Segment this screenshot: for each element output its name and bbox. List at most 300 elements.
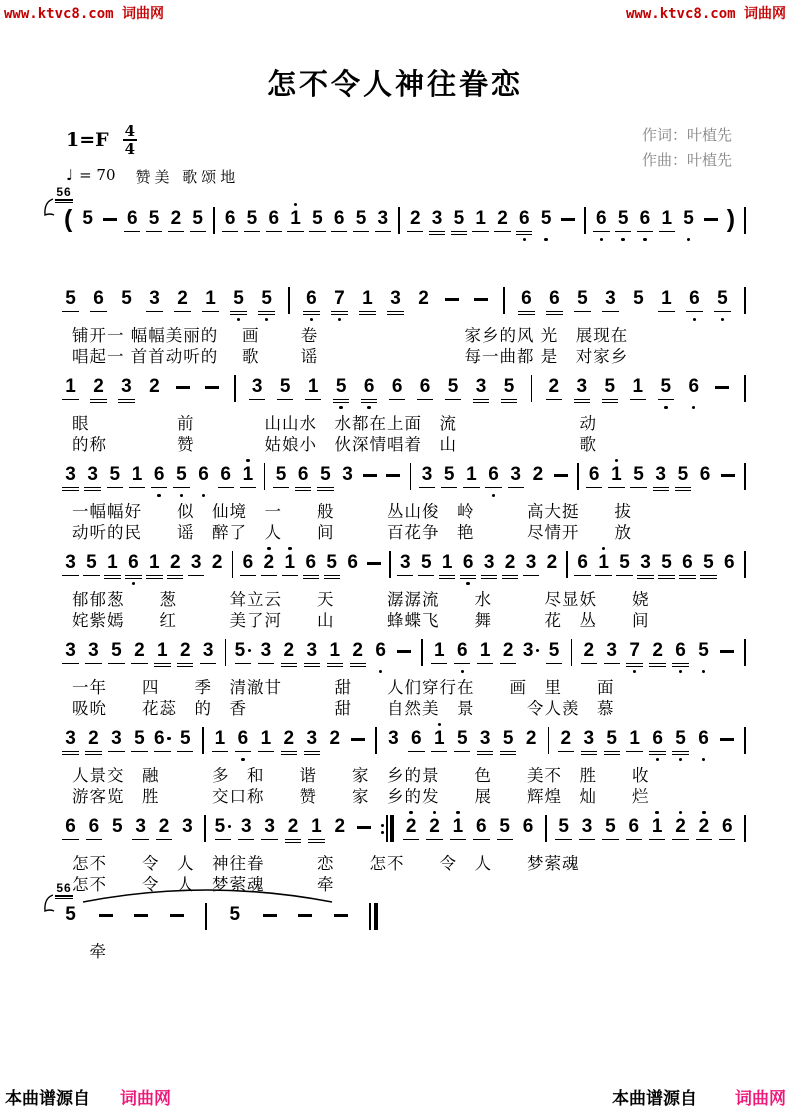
note: 3	[525, 633, 538, 675]
beam-underline	[273, 487, 289, 489]
beam-underline	[238, 839, 254, 841]
grace-notes: 56	[52, 186, 76, 203]
note: 5	[121, 288, 132, 309]
beam-underline	[500, 754, 516, 756]
beam-underline	[303, 575, 319, 577]
beam-underline	[235, 751, 251, 753]
beam-underline	[451, 231, 467, 233]
octave-dot-below	[466, 582, 470, 586]
score-header	[66, 123, 732, 187]
note: 1	[474, 201, 487, 243]
note: 6	[197, 457, 210, 499]
note: 5	[325, 545, 338, 587]
beam-underline	[131, 751, 147, 753]
tempo-value: = 70	[79, 166, 116, 184]
note: 3	[509, 457, 522, 499]
note: 2	[502, 633, 515, 675]
note: 2	[582, 633, 595, 675]
note: 6	[156, 721, 169, 763]
note: 2	[504, 545, 517, 587]
octave-dot-above	[433, 811, 437, 815]
note: 2	[282, 721, 295, 763]
beam-underline	[359, 311, 375, 313]
octave-dot-below	[600, 238, 604, 242]
note: 6	[638, 201, 651, 243]
beam-underline	[151, 487, 167, 489]
note: 6	[304, 545, 317, 587]
barline	[577, 463, 579, 490]
note: 3	[251, 369, 264, 411]
beam-underline	[439, 575, 455, 577]
note: 3	[582, 721, 595, 763]
beam-underline	[700, 575, 716, 577]
duration-dash	[704, 218, 718, 221]
beam-underline	[62, 751, 78, 753]
lyric-line: 牵	[72, 942, 107, 961]
duration-dash	[561, 218, 575, 221]
beam-underline	[659, 231, 675, 233]
beam-underline	[473, 402, 489, 404]
beam-underline	[497, 839, 513, 841]
note: 2	[133, 633, 146, 675]
beam-underline	[653, 490, 669, 492]
beam-underline	[108, 751, 124, 753]
note: 1	[628, 721, 641, 763]
beam-underline	[649, 751, 665, 753]
note: 5	[498, 809, 511, 851]
barline	[213, 207, 215, 234]
octave-dot-below	[656, 758, 660, 762]
beam-underline	[418, 575, 434, 577]
beam-underline	[389, 399, 405, 401]
beam-underline	[84, 490, 100, 492]
note: 6	[462, 545, 475, 587]
note: 3	[479, 721, 492, 763]
beam-underline	[439, 578, 455, 580]
beam-underline	[637, 575, 653, 577]
note: 1	[660, 281, 673, 323]
note: 6	[374, 633, 387, 675]
note: 3	[86, 457, 99, 499]
note: 5	[108, 457, 121, 499]
note: 6	[410, 721, 423, 763]
barline	[744, 375, 746, 402]
beam-underline	[454, 663, 470, 665]
note: 3	[190, 545, 203, 587]
beam-underline	[604, 751, 620, 753]
note: 1	[289, 201, 302, 243]
octave-dot-below	[310, 318, 314, 322]
note: 1	[307, 369, 320, 411]
beam-underline	[431, 751, 447, 753]
octave-dot-below	[702, 758, 706, 762]
barline	[744, 815, 746, 842]
note: 5	[275, 457, 288, 499]
footer	[0, 1084, 790, 1109]
note: 6	[267, 201, 280, 243]
note: 1	[131, 457, 144, 499]
footer-source-left	[5, 1084, 171, 1109]
octave-dot-below	[202, 494, 206, 498]
beam-underline	[518, 311, 534, 313]
note: 5	[420, 545, 433, 587]
barline	[584, 207, 586, 234]
note: 5	[557, 809, 570, 851]
barline	[548, 727, 550, 754]
notation-line	[64, 633, 746, 677]
beam-underline	[62, 487, 78, 489]
note: 3	[202, 633, 215, 675]
note: 2	[418, 288, 429, 309]
beam-underline	[350, 666, 366, 668]
beam-underline	[518, 314, 534, 316]
note: 5	[633, 288, 644, 309]
beam-underline	[658, 575, 674, 577]
note: 6	[724, 552, 735, 573]
note: 5	[540, 201, 553, 243]
beam-underline	[387, 311, 403, 313]
beam-underline	[658, 311, 674, 313]
beam-underline	[324, 578, 340, 580]
duration-dash	[397, 650, 411, 653]
barline	[503, 287, 505, 314]
beam-underline	[602, 399, 618, 401]
quarter-note-icon: ♩	[66, 166, 74, 184]
beam-underline	[118, 399, 134, 401]
beam-underline	[244, 231, 260, 233]
notation-line	[64, 281, 746, 325]
octave-dot-above	[456, 811, 460, 815]
lyric-line: 眼 前 山山水 水都在上面 流 动	[72, 414, 597, 433]
note: 1	[310, 809, 323, 851]
barline	[566, 551, 568, 578]
octave-dot-above	[294, 203, 298, 207]
note: 5	[111, 816, 123, 837]
note: 2	[282, 633, 295, 675]
beam-underline	[277, 399, 293, 401]
lyric-line: 怎不 令 人 梦萦魂 牵	[72, 875, 335, 894]
notation-line	[64, 809, 746, 853]
note: 6	[419, 369, 432, 411]
beam-underline	[281, 666, 297, 668]
beam-underline	[281, 751, 297, 753]
barline	[545, 815, 547, 842]
note: 1	[156, 633, 169, 675]
beam-underline	[658, 399, 674, 401]
duration-dash	[334, 914, 348, 917]
octave-dot-below	[461, 670, 465, 674]
lyric-line: 姹紫嫣 红 美了河 山 蜂蝶飞 舞 花 丛 间	[72, 611, 650, 630]
beam-underline	[258, 663, 274, 665]
octave-dot-below	[237, 318, 241, 322]
brand-link: 词曲网	[120, 1089, 171, 1109]
beam-underline	[215, 839, 231, 841]
octave-dot-below	[367, 406, 371, 410]
note: 5	[191, 201, 204, 243]
beam-underline	[261, 575, 277, 577]
lyric-line: 一幅幅好 似 仙境 一 般 丛山俊 岭 高大挺 拔	[72, 502, 632, 521]
octave-dot-below	[492, 494, 496, 498]
beam-underline	[375, 231, 391, 233]
lyric-line: 一年 四 季 清澈甘 甜 人们穿行在 画 里 面	[72, 678, 615, 697]
key-tempo-block	[66, 123, 239, 187]
note: 5	[605, 721, 618, 763]
note: 5	[659, 369, 672, 411]
beam-underline	[287, 231, 303, 233]
notation-line	[64, 721, 746, 765]
beam-underline	[305, 399, 321, 401]
beam-underline	[672, 839, 688, 841]
beam-underline	[672, 663, 688, 665]
beam-underline	[258, 311, 274, 313]
beam-underline	[626, 663, 642, 665]
note: 5	[443, 457, 456, 499]
beam-underline	[85, 754, 101, 756]
note: 3	[182, 816, 193, 837]
music-system	[64, 281, 746, 367]
note: 2	[287, 809, 300, 851]
credits-block	[642, 123, 732, 173]
beam-underline	[200, 663, 216, 665]
note: 2	[158, 809, 171, 851]
beam-underline	[579, 839, 595, 841]
beam-underline	[324, 575, 340, 577]
beam-underline	[317, 487, 333, 489]
duration-dash	[99, 914, 113, 917]
note: 3	[342, 464, 353, 485]
note: 1	[660, 201, 673, 243]
note: 5	[133, 721, 146, 763]
note: 5	[674, 721, 687, 763]
duration-dash	[720, 738, 734, 741]
lyric-line: 人景交 融 多 和 谐 家 乡的景 色 美不 胜 收	[72, 766, 650, 785]
site-watermark-right: www.ktvc8.com 词曲网	[625, 6, 786, 22]
beam-underline	[675, 490, 691, 492]
time-signature	[123, 123, 137, 157]
note: 3	[263, 809, 276, 851]
beam-underline	[672, 751, 688, 753]
beam-underline	[615, 231, 631, 233]
beam-underline	[481, 578, 497, 580]
music-system	[64, 809, 746, 895]
note: 1	[433, 721, 446, 763]
beam-underline	[202, 311, 218, 313]
note: 2	[176, 281, 189, 323]
beam-underline	[62, 839, 78, 841]
note: 3	[431, 201, 444, 243]
note: 3	[605, 633, 618, 675]
note: 5	[179, 721, 192, 763]
beam-underline	[350, 663, 366, 665]
note: 6	[576, 545, 589, 587]
beam-underline	[649, 666, 665, 668]
lyric-line: 游客览 胜 交口称 赞 家 乡的发 展 辉煌 灿 烂	[72, 787, 650, 806]
beam-underline	[258, 751, 274, 753]
note: 3	[305, 633, 318, 675]
note: 2	[169, 201, 182, 243]
beam-underline	[581, 751, 597, 753]
beam-underline	[295, 487, 311, 489]
note: 1	[204, 281, 217, 323]
beam-underline	[477, 754, 493, 756]
beam-underline	[502, 578, 518, 580]
barline	[375, 727, 377, 754]
music-system	[64, 721, 746, 807]
beam-underline	[174, 311, 190, 313]
beam-underline	[304, 666, 320, 668]
note: 1	[106, 545, 119, 587]
note: 3	[389, 281, 402, 323]
beam-underline	[408, 751, 424, 753]
octave-dot-above	[702, 811, 706, 815]
octave-dot-above	[615, 459, 619, 463]
note: 6	[363, 369, 376, 411]
beam-underline	[477, 663, 493, 665]
duration-dash	[103, 218, 117, 221]
notation-line	[64, 201, 746, 245]
duration-dash	[554, 474, 568, 477]
beam-underline	[154, 663, 170, 665]
note: 5	[311, 201, 324, 243]
beam-underline	[177, 751, 193, 753]
note: 3	[64, 633, 77, 675]
note: 3	[475, 369, 488, 411]
note: 5	[682, 201, 695, 243]
octave-dot-below	[339, 406, 343, 410]
note: 1	[465, 457, 478, 499]
music-system	[64, 457, 746, 543]
intro-paren: (	[64, 205, 73, 233]
note: 1	[148, 545, 161, 587]
note: 1	[433, 633, 446, 675]
note: 1	[597, 545, 610, 587]
beam-underline	[696, 839, 712, 841]
note: 5	[676, 457, 689, 499]
note: 6	[127, 545, 140, 587]
beam-underline	[331, 231, 347, 233]
note: 6	[456, 633, 469, 675]
beam-underline	[429, 231, 445, 233]
note: 3	[240, 809, 253, 851]
note: 6	[681, 545, 694, 587]
note: 5	[236, 633, 249, 675]
octave-dot-below	[692, 406, 696, 410]
beam-underline	[104, 578, 120, 580]
beam-underline	[308, 839, 324, 841]
beam-underline	[361, 399, 377, 401]
note: 2	[428, 809, 441, 851]
beam-underline	[173, 487, 189, 489]
octave-dot-below	[338, 318, 342, 322]
beam-underline	[359, 314, 375, 316]
beam-underline	[125, 575, 141, 577]
beam-underline	[131, 663, 147, 665]
beam-underline	[167, 575, 183, 577]
music-system	[64, 545, 746, 631]
beam-underline	[266, 231, 282, 233]
key-signature	[66, 123, 239, 157]
grace-tie-icon	[42, 198, 56, 222]
octave-dot-above	[679, 811, 683, 815]
note: 2	[211, 552, 223, 573]
note: 1	[64, 369, 77, 411]
note: 3	[604, 281, 617, 323]
beam-underline	[146, 231, 162, 233]
site-watermark-left: www.ktvc8.com 词曲网	[4, 6, 165, 22]
octave-dot-below	[693, 318, 697, 322]
note: 6	[87, 809, 100, 851]
note: 2	[351, 633, 364, 675]
beam-underline	[675, 487, 691, 489]
duration-dash	[715, 386, 729, 389]
beam-underline	[460, 575, 476, 577]
note: 2	[547, 369, 560, 411]
barline	[288, 287, 290, 314]
note: 1	[241, 457, 254, 499]
note: 2	[546, 552, 558, 573]
notation-line	[64, 369, 746, 413]
beam-underline	[108, 663, 124, 665]
beam-underline	[333, 399, 349, 401]
note: 2	[651, 633, 664, 675]
beam-underline	[304, 751, 320, 753]
beam-underline	[417, 399, 433, 401]
beam-underline	[331, 311, 347, 313]
beam-underline	[502, 575, 518, 577]
beam-underline	[353, 231, 369, 233]
beam-underline	[546, 311, 562, 313]
beam-underline	[90, 399, 106, 401]
beam-underline	[104, 575, 120, 577]
note: 6	[224, 201, 237, 243]
beam-underline	[473, 399, 489, 401]
note: 3	[483, 545, 496, 587]
beam-underline	[154, 666, 170, 668]
note: 5	[660, 545, 673, 587]
beam-underline	[604, 754, 620, 756]
duration-dash	[363, 474, 377, 477]
note: 5	[697, 633, 710, 675]
beam-underline	[472, 231, 488, 233]
note: 1	[610, 457, 623, 499]
beam-underline	[222, 231, 238, 233]
note: 3	[148, 281, 161, 323]
beam-underline	[177, 663, 193, 665]
note: 6	[305, 281, 318, 323]
octave-dot-below	[679, 670, 683, 674]
lyric-line: 怎不 令 人 神往眷 恋 怎不 令 人 梦萦魂	[72, 854, 580, 873]
note: 5	[335, 369, 348, 411]
duration-dash	[176, 386, 190, 389]
beam-underline	[303, 578, 319, 580]
note: 6	[126, 201, 139, 243]
beam-underline	[686, 311, 702, 313]
note: 5	[604, 809, 617, 851]
octave-dot-below	[132, 582, 136, 586]
note: 3	[64, 457, 77, 499]
note: 5	[279, 369, 292, 411]
note: 2	[409, 201, 422, 243]
beam-underline	[586, 487, 602, 489]
beam-underline	[90, 311, 106, 313]
beam-underline	[86, 839, 102, 841]
grace-tie-icon	[42, 894, 56, 918]
barline	[264, 463, 266, 490]
note: 5	[456, 721, 469, 763]
note: 6	[674, 633, 687, 675]
note: 7	[628, 633, 641, 675]
beam-underline	[403, 839, 419, 841]
